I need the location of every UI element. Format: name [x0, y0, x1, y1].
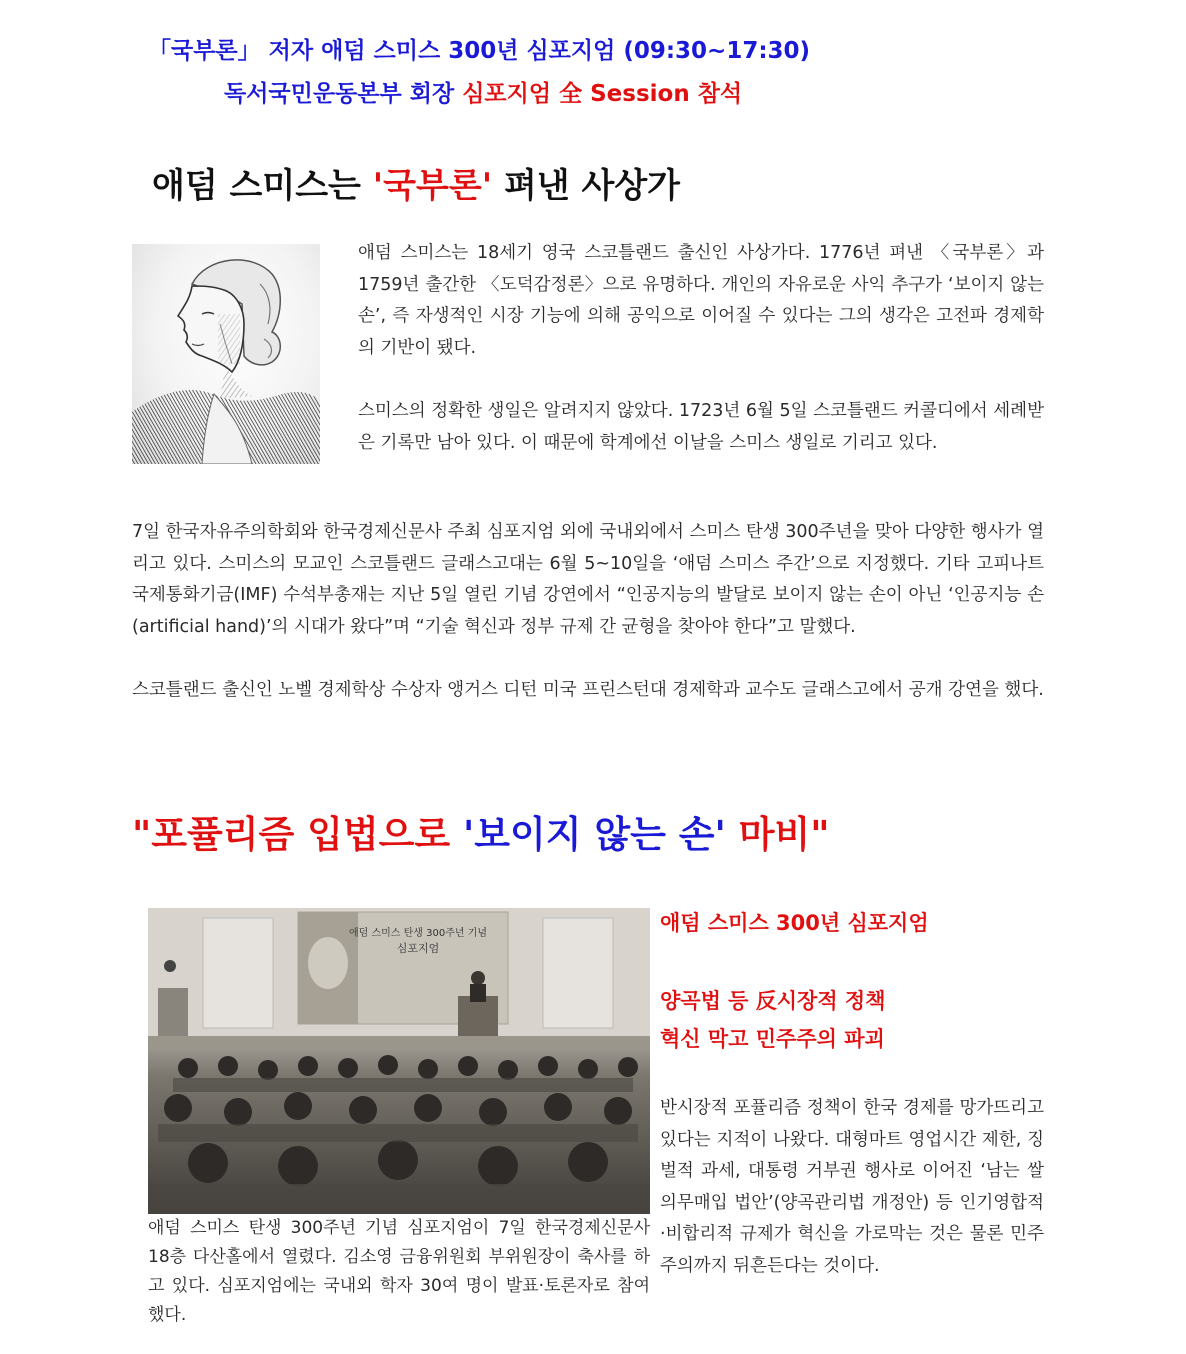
section2-subtitle-1: 애덤 스미스 300년 심포지엄: [660, 911, 929, 935]
symposium-photo: [148, 908, 650, 1214]
section2-title: "포퓰리즘 입법으로 '보이지 않는 손' 마비": [132, 813, 830, 856]
paragraph-birthday: 스미스의 정확한 생일은 알려지지 않았다. 1723년 6월 5일 스코틀랜드 커콜디에서 세례받은 기록만 남아 있다. 이 때문에 학계에선 이날을 스미스 생일로 기리고 있다.: [358, 401, 1044, 453]
portrait-illustration: [132, 244, 320, 464]
section2-body-text: [660, 1093, 1044, 1282]
paragraph-intro: 애덤 스미스는 18세기 영국 스코틀랜드 출신인 사상가다. 1776년 펴낸 〈국부론〉과 1759년 출간한 〈도덕감정론〉으로 유명하다. 개인의 자유로운 사익 추구가 ‘보이지 않는 손’, 즉 자생적인 시장 기능에 의해 공익으로 이어질 수 있다는 그의 생각은 고전파 경제학의 기반이 됐다.: [358, 243, 1044, 358]
section1-intro-text: [358, 238, 1044, 459]
header-title: 「국부론」 저자 애덤 스미스 300년 심포지엄 (09:30~17:30): [148, 38, 811, 64]
header-line-2: [224, 75, 742, 108]
adam-smith-portrait: [132, 244, 320, 464]
header-org: 독서국민운동본부 회장: [224, 81, 463, 107]
symposium-scene: [148, 908, 650, 1214]
header-session: 심포지엄 全 Session 참석: [462, 81, 743, 107]
paragraph-deaton: 스코틀랜드 출신인 노벨 경제학상 수상자 앵거스 디턴 미국 프린스턴대 경제학과 교수도 글래스고에서 공개 강연을 했다.: [132, 680, 1044, 700]
section2-subtitle-2: 양곡법 등 反시장적 정책: [660, 989, 886, 1013]
paragraph-populism: 반시장적 포퓰리즘 정책이 한국 경제를 망가뜨리고 있다는 지적이 나왔다. 대형마트 영업시간 제한, 징벌적 과세, 대통령 거부권 행사로 이어진 ‘남는 쌀 의무매입 법안’(양곡관리법 개정안) 등 인기영합적·비합리적 규제가 혁신을 가로막는 것은 물론 민주주의까지 뒤흔든다는 것이다.: [660, 1098, 1044, 1276]
section2-subtitle-3: 혁신 막고 민주주의 파괴: [660, 1027, 885, 1051]
section1-events-text: [132, 517, 1044, 707]
section1-title: 애덤 스미스는 '국부론' 펴낸 사상가: [152, 166, 681, 206]
banner-line-1: 애덤 스미스 탄생 300주년 기념: [348, 928, 488, 939]
photo-caption: 애덤 스미스 탄생 300주년 기념 심포지엄이 7일 한국경제신문사 18층 다산홀에서 열렸다. 김소영 금융위원회 부위원장이 축사를 하고 있다. 심포지엄에는 국내외 학자 30여 명이 발표·토론자로 참여했다.: [148, 1218, 650, 1325]
banner-line-2: 심포지엄: [396, 942, 440, 955]
header-line-1: [148, 32, 810, 65]
paragraph-events: 7일 한국자유주의학회와 한국경제신문사 주최 심포지엄 외에 국내외에서 스미스 탄생 300주년을 맞아 다양한 행사가 열리고 있다. 스미스의 모교인 스코틀랜드 글래스고대는 6월 5~10일을 ‘애덤 스미스 주간’으로 지정했다. 기타 고피나트 국제통화기금(IMF) 수석부총재는 지난 5일 열린 기념 강연에서 “인공지능의 발달로 보이지 않는 손이 아닌 ‘인공지능 손(artificial hand)’의 시대가 왔다”며 “기술 혁신과 정부 규제 간 균형을 찾아야 한다”고 말했다.: [132, 522, 1044, 637]
